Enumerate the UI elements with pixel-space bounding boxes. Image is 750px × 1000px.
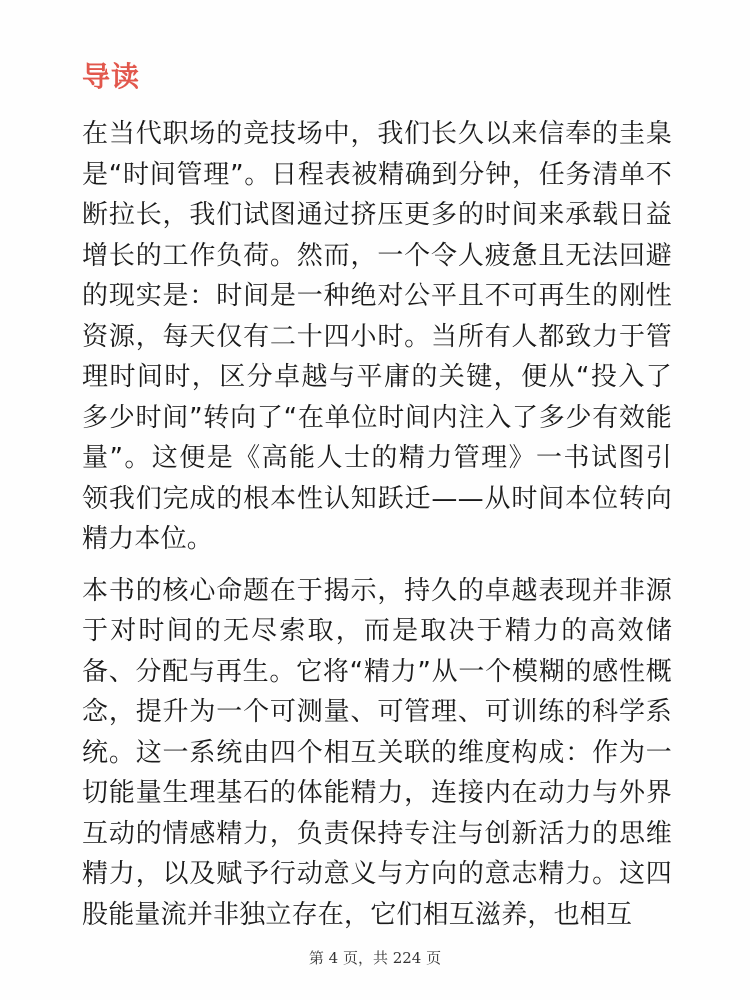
section-heading: 导读 [82,60,141,93]
body-text [82,114,672,935]
paragraph-2: 本书的核心命题在于揭示，持久的卓越表现并非源于对时间的无尽索取，而是取决于精力的高效储备、分配与再生。它将“精力”从一个模糊的感性概念，提升为一个可测量、可管理、可训练的科学系统。这一系统由四个相互关联的维度构成：作为一切能量生理基石的体能精力，连接内在动力与外界互动的情感精力，负责保持专注与创新活力的思维精力，以及赋予行动意义与方向的意志精力。这四股能量流并非独立存在，它们相互滋养，也相互 [82,575,672,930]
page-number: 第 4 页，共 224 页 [308,949,442,967]
paragraph-1: 在当代职场的竞技场中，我们长久以来信奉的圭臬是“时间管理”。日程表被精确到分钟，任务清单不断拉长，我们试图通过挤压更多的时间来承载日益增长的工作负荷。然而，一个令人疲惫且无法回避的现实是：时间是一种绝对公平且不可再生的刚性资源，每天仅有二十四小时。当所有人都致力于管理时间时，区分卓越与平庸的关键，便从“投入了多少时间”转向了“在单位时间内注入了多少有效能量”。这便是《高能人士的精力管理》一书试图引领我们完成的根本性认知跃迁——从时间本位转向精力本位。 [82,119,672,554]
